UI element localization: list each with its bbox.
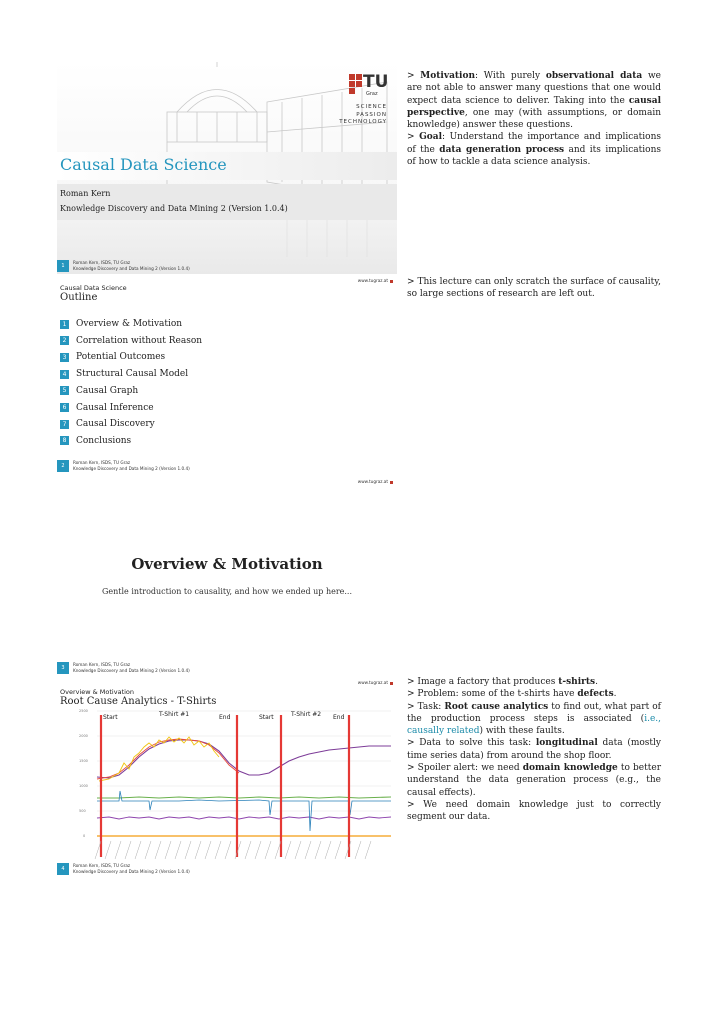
y-tick-1000: 1000: [79, 784, 88, 788]
section-header: Causal Data Science: [60, 284, 127, 292]
logo-tagline: SCIENCE PASSION TECHNOLOGY: [339, 104, 387, 125]
outline-item[interactable]: [60, 402, 154, 414]
purple-low-trace: [97, 817, 391, 819]
slide-title: Outline: [60, 292, 98, 303]
section-title: Overview & Motivation: [131, 555, 323, 573]
slide-1: [57, 62, 397, 274]
outline-item-number: 8: [60, 436, 69, 445]
y-tick-500: 500: [79, 809, 86, 813]
outline-item-number: 6: [60, 403, 69, 412]
outline-item-number: 4: [60, 370, 69, 379]
url-label: www.tugraz.at: [358, 680, 393, 685]
label-start-1: Start: [103, 714, 118, 721]
outline-item[interactable]: [60, 385, 138, 397]
y-tick-labels: [79, 709, 88, 838]
section-header: Overview & Motivation: [60, 688, 135, 696]
outline-item-label: Potential Outcomes: [76, 352, 166, 363]
slide-number: 2: [57, 460, 69, 472]
green-trace: [97, 797, 391, 798]
slide-footer: 4 Roman Kern, ISDS, TU Graz Knowledge Discovery and Data Mining 2 (Version 1.0.4): [57, 863, 397, 875]
tu-graz-logo: TU Graz: [349, 74, 385, 102]
notes-1: > Motivation: With purely observational data we are not able to answer many questions that one would expect data science to deliver. Taking into the causal perspective, one may (with assumptions, or domain knowledge) answer these questions. > Goal: Understand the importance and implications of the data generation process and its implications of how to tackle a data science analysis.: [407, 71, 662, 168]
notes-4: > Image a factory that produces t-shirts. > Problem: some of the t-shirts have defects. > Task: Root cause analytics to find out, what part of the production process steps is associated (i.e., causally related) with these faults. > Data to solve this task: longitudinal data (mostly time series data) from around the shop floor. > Spoiler alert: we need domain knowledge to better understand the data generation process (e.g., the causal effects). > We need domain knowledge just to correctly segment our data.: [407, 677, 661, 823]
outline-item-label: Causal Discovery: [76, 419, 155, 430]
label-start-2: Start: [259, 714, 274, 721]
outline-item[interactable]: [60, 335, 202, 347]
slide-3: [57, 487, 397, 677]
slide-footer: 3 Roman Kern, ISDS, TU Graz Knowledge Discovery and Data Mining 2 (Version 1.0.4): [57, 662, 397, 674]
y-tick-1500: 1500: [79, 759, 88, 763]
y-tick-0: 0: [83, 834, 86, 838]
slide-footer: 1 Roman Kern, ISDS, TU Graz Knowledge Discovery and Data Mining 2 (Version 1.0.4): [57, 260, 397, 272]
outline-item[interactable]: [60, 418, 155, 430]
label-tshirt-2: T-Shirt #2: [291, 711, 322, 718]
notes-2: > This lecture can only scratch the surface of causality, so large sections of research are left out.: [407, 277, 661, 300]
slide-2: [57, 274, 397, 486]
label-tshirt-1: T-Shirt #1: [159, 711, 190, 718]
slide-number: 1: [57, 260, 69, 272]
label-end-2: End: [333, 714, 345, 721]
slide-title: Root Cause Analytics - T-Shirts: [60, 696, 217, 707]
course-name: Knowledge Discovery and Data Mining 2 (Version 1.0.4): [60, 204, 288, 213]
slide-4: [57, 677, 397, 892]
section-subtitle: Gentle introduction to causality, and how we ended up here...: [101, 587, 353, 596]
sensor-chart: [79, 707, 391, 877]
label-end-1: End: [219, 714, 231, 721]
outline-item[interactable]: [60, 435, 131, 447]
page-title: Causal Data Science: [60, 155, 227, 174]
outline-item-label: Overview & Motivation: [76, 319, 183, 329]
outline-item-number: 1: [60, 320, 69, 329]
outline-item-label: Causal Graph: [76, 385, 139, 396]
outline-item-number: 7: [60, 420, 69, 429]
purple-main-trace: [97, 740, 391, 778]
outline-item-label: Structural Causal Model: [76, 369, 189, 380]
outline-item-number: 5: [60, 386, 69, 395]
outline-item-label: Correlation without Reason: [76, 335, 203, 346]
outline-item-number: 2: [60, 336, 69, 345]
segment-labels: [103, 711, 345, 721]
url-label: www.tugraz.at: [358, 278, 393, 283]
author-name: Roman Kern: [60, 189, 111, 198]
x-tick-marks: [95, 841, 371, 859]
slide-number: 4: [57, 863, 69, 875]
url-label: www.tugraz.at: [358, 479, 393, 484]
outline-item[interactable]: [60, 351, 165, 363]
outline-item[interactable]: [60, 368, 188, 380]
outline-item-label: Causal Inference: [76, 402, 154, 413]
outline-item-label: Conclusions: [76, 435, 132, 446]
y-tick-2500: 2500: [79, 709, 88, 713]
slide-footer: 2 Roman Kern, ISDS, TU Graz Knowledge Discovery and Data Mining 2 (Version 1.0.4): [57, 460, 397, 472]
outline-item[interactable]: [60, 318, 182, 330]
slide-number: 3: [57, 662, 69, 674]
outline-item-number: 3: [60, 353, 69, 362]
y-tick-2000: 2000: [79, 734, 88, 738]
